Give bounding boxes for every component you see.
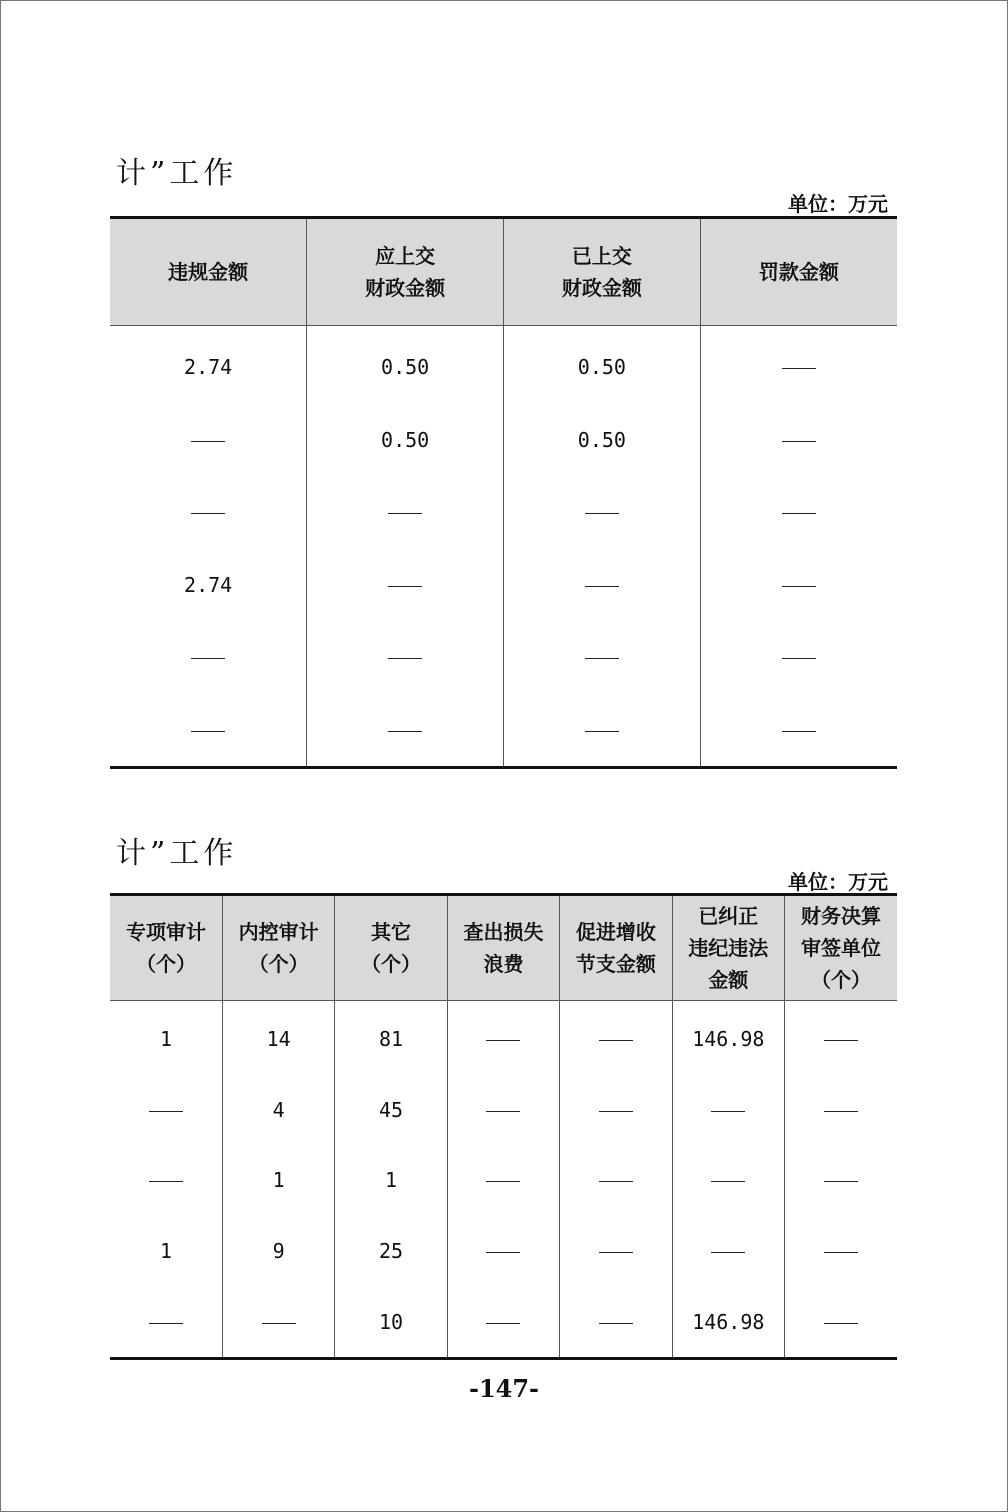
table-cell: [110, 326, 307, 404]
table-cell: [700, 694, 897, 768]
table-cell: [110, 549, 307, 622]
table-header-row: [110, 218, 897, 326]
empty-dash: [486, 1181, 520, 1182]
table-cell: [307, 621, 504, 694]
column-header-line: 节支金额: [575, 952, 656, 976]
empty-dash: [782, 586, 816, 587]
table-cell: [110, 1001, 222, 1075]
page-number: -147-: [468, 1374, 540, 1403]
table-cell: [700, 476, 897, 549]
column-header-line: 金额: [708, 968, 749, 992]
table-cell: [560, 1001, 672, 1075]
table-cell: [504, 476, 701, 549]
table-cell: [504, 326, 701, 404]
empty-dash: [585, 731, 619, 732]
table-cell: [504, 621, 701, 694]
column-header-line: 罚款金额: [758, 260, 839, 284]
table-cell: [447, 1145, 559, 1216]
table-row: [110, 1286, 897, 1358]
column-header-line: 专项审计: [125, 920, 206, 944]
empty-dash: [585, 658, 619, 659]
cell-value: 0.50: [381, 427, 430, 452]
empty-dash: [149, 1323, 183, 1324]
cell-value: 146.98: [692, 1309, 765, 1334]
table-cell: [700, 326, 897, 404]
table-cell: [110, 476, 307, 549]
empty-dash: [599, 1111, 633, 1112]
empty-dash: [486, 1111, 520, 1112]
table-row: [110, 621, 897, 694]
table-row: [110, 1075, 897, 1146]
table-cell: [307, 549, 504, 622]
table-cell: [335, 1286, 447, 1358]
table-cell: [560, 1216, 672, 1287]
cell-value: 0.50: [381, 355, 430, 380]
column-header: [307, 218, 504, 326]
table-cell: [222, 1286, 334, 1358]
empty-dash: [262, 1323, 296, 1324]
cell-value: 1: [385, 1168, 398, 1193]
table-cell: [110, 1216, 222, 1287]
column-header-line: （个）: [361, 952, 422, 976]
table-cell: [335, 1145, 447, 1216]
empty-dash: [585, 513, 619, 514]
cell-value: 2.74: [184, 355, 233, 380]
empty-dash: [486, 1040, 520, 1041]
table-cell: [672, 1075, 784, 1146]
table-cell: [447, 1075, 559, 1146]
column-header-line: 应上交: [375, 244, 436, 268]
column-header: [335, 895, 447, 1001]
column-header-line: 查出损失: [463, 920, 544, 944]
table-cell: [447, 1001, 559, 1075]
empty-dash: [585, 586, 619, 587]
empty-dash: [711, 1252, 745, 1253]
table-cell: [110, 621, 307, 694]
table-row: [110, 326, 897, 404]
column-header-line: 审签单位: [801, 936, 882, 960]
table-cell: [672, 1286, 784, 1358]
empty-dash: [824, 1252, 858, 1253]
column-header-line: 已上交: [571, 244, 632, 268]
empty-dash: [388, 513, 422, 514]
empty-dash: [782, 513, 816, 514]
cell-value: 81: [379, 1027, 404, 1052]
table-cell: [222, 1001, 334, 1075]
cell-value: 146.98: [692, 1027, 765, 1052]
table-cell: [110, 1286, 222, 1358]
empty-dash: [824, 1040, 858, 1041]
column-header-line: 违纪违法: [688, 936, 769, 960]
column-header: [785, 895, 897, 1001]
unit-label-2: 单位：万元: [788, 870, 888, 894]
column-header: [110, 895, 222, 1001]
column-header: [672, 895, 784, 1001]
empty-dash: [782, 731, 816, 732]
table-cell: [335, 1001, 447, 1075]
cell-value: 1: [159, 1239, 172, 1264]
empty-dash: [191, 658, 225, 659]
column-header-line: 财政金额: [561, 276, 642, 300]
table-cell: [335, 1075, 447, 1146]
table-cell: [504, 549, 701, 622]
table-row: [110, 1145, 897, 1216]
table-row: [110, 404, 897, 477]
empty-dash: [149, 1111, 183, 1112]
table-cell: [222, 1216, 334, 1287]
column-header: [700, 218, 897, 326]
column-header: [560, 895, 672, 1001]
table-cell: [447, 1216, 559, 1287]
table-row: [110, 1001, 897, 1075]
cell-value: 10: [379, 1309, 404, 1334]
empty-dash: [711, 1111, 745, 1112]
cell-value: 45: [379, 1097, 404, 1122]
empty-dash: [149, 1181, 183, 1182]
cell-value: 25: [379, 1239, 404, 1264]
table-cell: [785, 1286, 897, 1358]
table-cell: [700, 404, 897, 477]
column-header-line: 浪费: [483, 952, 524, 976]
table-cell: [785, 1145, 897, 1216]
audit-count-table: [110, 893, 897, 1360]
empty-dash: [782, 441, 816, 442]
column-header-line: 财务决算: [801, 904, 882, 928]
column-header-line: 财政金额: [365, 276, 446, 300]
cell-value: 0.50: [577, 427, 626, 452]
table-cell: [785, 1216, 897, 1287]
section-title-1: 计”工作: [116, 156, 238, 191]
empty-dash: [191, 731, 225, 732]
cell-value: 0.50: [577, 355, 626, 380]
table-cell: [110, 1075, 222, 1146]
table-header-row: [110, 895, 897, 1001]
empty-dash: [782, 658, 816, 659]
table-cell: [307, 326, 504, 404]
table-cell: [110, 404, 307, 477]
column-header-line: （个）: [135, 952, 196, 976]
column-header-line: （个）: [811, 968, 872, 992]
empty-dash: [486, 1323, 520, 1324]
table-row: [110, 1216, 897, 1287]
empty-dash: [782, 368, 816, 369]
table-cell: [672, 1001, 784, 1075]
column-header-line: 其它: [371, 920, 412, 944]
empty-dash: [486, 1252, 520, 1253]
column-header: [447, 895, 559, 1001]
table-cell: [110, 1145, 222, 1216]
table-cell: [307, 694, 504, 768]
empty-dash: [824, 1111, 858, 1112]
column-header: [110, 218, 307, 326]
empty-dash: [388, 731, 422, 732]
empty-dash: [388, 586, 422, 587]
column-header-line: （个）: [248, 952, 309, 976]
empty-dash: [191, 513, 225, 514]
table-cell: [307, 404, 504, 477]
empty-dash: [711, 1181, 745, 1182]
empty-dash: [599, 1323, 633, 1324]
table-cell: [222, 1075, 334, 1146]
table-cell: [335, 1216, 447, 1287]
column-header: [222, 895, 334, 1001]
cell-value: 2.74: [184, 572, 233, 597]
section-title-2: 计”工作: [116, 836, 238, 871]
empty-dash: [388, 658, 422, 659]
empty-dash: [599, 1181, 633, 1182]
empty-dash: [824, 1323, 858, 1324]
table-cell: [222, 1145, 334, 1216]
table-cell: [110, 694, 307, 768]
column-header-line: 违规金额: [168, 260, 249, 284]
table-cell: [672, 1216, 784, 1287]
table-cell: [504, 404, 701, 477]
table-cell: [785, 1075, 897, 1146]
empty-dash: [599, 1252, 633, 1253]
table-row: [110, 549, 897, 622]
empty-dash: [599, 1040, 633, 1041]
table-row: [110, 694, 897, 768]
audit-amount-table: [110, 216, 897, 769]
column-header-line: 促进增收: [575, 920, 656, 944]
table-cell: [504, 694, 701, 768]
cell-value: 4: [272, 1097, 285, 1122]
table-cell: [672, 1145, 784, 1216]
table-cell: [560, 1075, 672, 1146]
unit-label-1: 单位：万元: [788, 192, 888, 216]
cell-value: 9: [272, 1239, 285, 1264]
table-row: [110, 476, 897, 549]
empty-dash: [824, 1181, 858, 1182]
table-cell: [307, 476, 504, 549]
column-header: [504, 218, 701, 326]
cell-value: 1: [159, 1027, 172, 1052]
empty-dash: [191, 441, 225, 442]
table-cell: [560, 1286, 672, 1358]
table-cell: [785, 1001, 897, 1075]
table-cell: [447, 1286, 559, 1358]
column-header-line: 已纠正: [698, 904, 759, 928]
column-header-line: 内控审计: [238, 920, 319, 944]
cell-value: 1: [272, 1168, 285, 1193]
table-cell: [700, 549, 897, 622]
table-cell: [700, 621, 897, 694]
table-cell: [560, 1145, 672, 1216]
cell-value: 14: [266, 1027, 291, 1052]
